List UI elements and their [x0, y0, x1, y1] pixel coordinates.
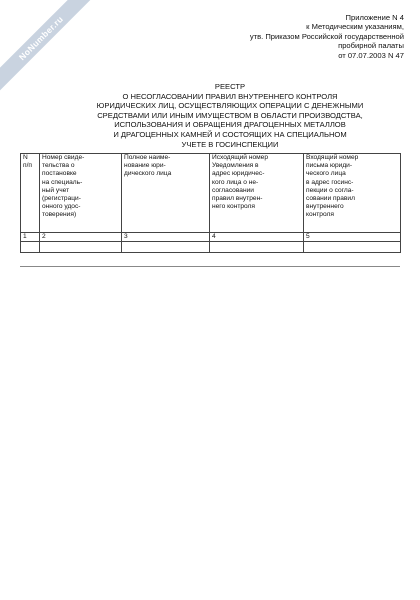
appendix-line: утв. Приказом Российской государственной: [249, 31, 404, 41]
title-line: И ДРАГОЦЕННЫХ КАМНЕЙ И СОСТОЯЩИХ НА СПЕЦИАЛЬНОМ: [113, 129, 347, 139]
header-line: на специаль-: [42, 178, 83, 186]
header-line: него контроля: [212, 203, 255, 211]
column-header-entity-name: [122, 154, 210, 233]
header-line: Уведомления в: [212, 162, 259, 170]
registry-table: [20, 153, 401, 253]
title-line: ЮРИДИЧЕСКИХ ЛИЦ, ОСУЩЕСТВЛЯЮЩИХ ОПЕРАЦИИ С ДЕНЕЖНЫМИ: [96, 101, 364, 111]
column-header-number: [21, 154, 40, 233]
table-cell: [40, 241, 122, 252]
column-number-row: [21, 233, 401, 242]
header-line: нование юри-: [124, 162, 166, 170]
header-line: в адрес госинс-: [306, 178, 354, 186]
column-number: 4: [210, 233, 304, 242]
table-cell: [21, 241, 40, 252]
header-line: (регистраци-: [42, 195, 81, 203]
header-line: Входящий номер: [306, 154, 359, 161]
header-line: ческого лица: [306, 170, 346, 178]
column-header-outgoing-number: [210, 154, 304, 233]
header-line: внутреннего: [306, 203, 344, 211]
table-cell: [122, 241, 210, 252]
header-line: п/п: [23, 162, 32, 170]
column-number: 2: [40, 233, 122, 242]
column-header-incoming-number: [304, 154, 401, 233]
header-line: кого лица о не-: [212, 178, 259, 186]
header-line: правил внутрен-: [212, 195, 263, 203]
table-row: [21, 241, 401, 252]
header-line: тельства о: [42, 162, 75, 170]
header-line: совании правил: [306, 195, 355, 203]
title-line: О НЕСОГЛАСОВАНИИ ПРАВИЛ ВНУТРЕННЕГО КОНТРОЛЯ: [122, 91, 338, 101]
appendix-line: к Методическим указаниям,: [306, 22, 404, 32]
header-line: N: [23, 154, 28, 161]
header-line: онного удос-: [42, 203, 81, 211]
column-header-certificate: [40, 154, 122, 233]
header-line: контроля: [306, 211, 334, 219]
column-number: 5: [304, 233, 401, 242]
appendix-line: Приложение N 4: [345, 13, 404, 22]
header-line: адрес юридичес-: [212, 170, 265, 178]
table-cell: [210, 241, 304, 252]
appendix-line: пробирной палаты: [338, 41, 404, 51]
title-line: СРЕДСТВАМИ ИЛИ ИНЫМ ИМУЩЕСТВОМ В ОБЛАСТИ ПРОИЗВОДСТВА,: [97, 110, 363, 120]
header-line: согласовании: [212, 186, 254, 194]
header-line: ный учет: [42, 186, 70, 194]
header-line: Полное наиме-: [124, 154, 171, 161]
document-title: [40, 82, 420, 149]
column-number: 3: [122, 233, 210, 242]
title-line: УЧЕТЕ В ГОСИНСПЕКЦИИ: [181, 139, 279, 149]
header-line: Исходящий номер: [212, 154, 268, 161]
footer-divider: [20, 266, 400, 267]
header-line: Номер свиде-: [42, 154, 85, 161]
table-cell: [304, 241, 401, 252]
title-line: РЕЕСТР: [214, 82, 246, 91]
appendix-line: от 07.07.2003 N 47: [338, 50, 404, 60]
header-line: постановке: [42, 170, 77, 178]
column-number: 1: [21, 233, 40, 242]
header-line: дического лица: [124, 170, 172, 178]
appendix-reference: [250, 13, 404, 60]
watermark-badge: NoNumber.ru: [0, 0, 100, 97]
title-line: ИСПОЛЬЗОВАНИЯ И ОБРАЩЕНИЯ ДРАГОЦЕННЫХ МЕТАЛЛОВ: [114, 120, 346, 130]
header-line: письма юриди-: [306, 162, 353, 170]
header-line: товерения): [42, 211, 77, 219]
header-line: пекции о согла-: [306, 186, 354, 194]
table-header-row: [21, 154, 401, 233]
